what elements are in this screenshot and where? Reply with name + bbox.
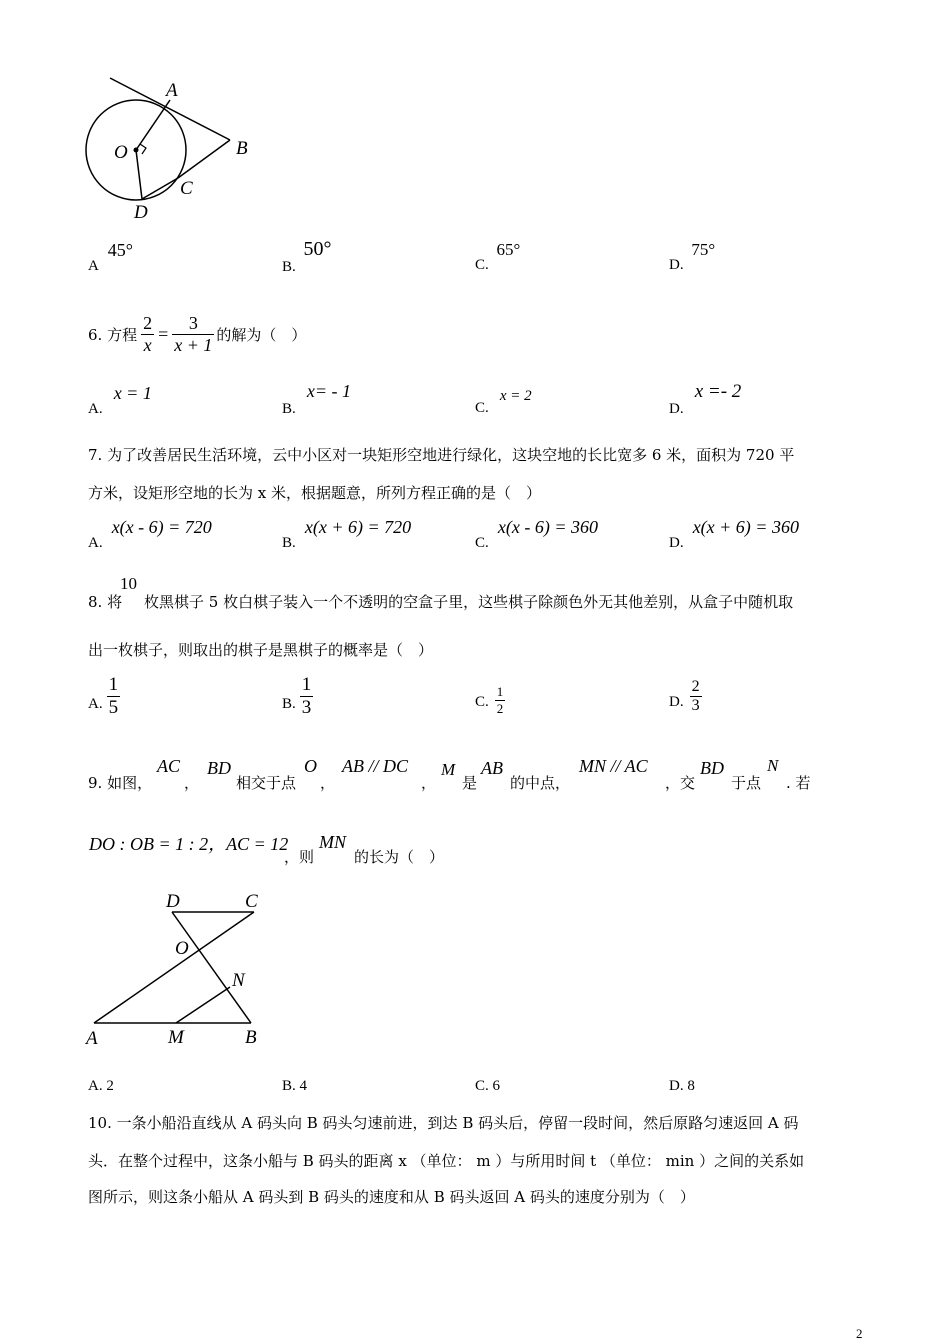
q9-option-letter: A. bbox=[88, 1078, 103, 1094]
q5-option-c bbox=[475, 240, 521, 273]
q6-rhs-num: 3 bbox=[172, 313, 214, 335]
q5-option-letter: A bbox=[88, 258, 99, 274]
q10-line-2: 头．在整个过程中，这条小船与 B 码头的距离 x （单位： m ）与所用时间 t （单位： min ）之间的关系如 bbox=[88, 1152, 805, 1170]
q8-option-den: 3 bbox=[691, 697, 700, 714]
q5-option-value: 45° bbox=[107, 240, 133, 260]
q8-option-fraction bbox=[495, 684, 506, 717]
q9-option-letter: D. bbox=[669, 1078, 684, 1094]
q9-ac: AC bbox=[157, 756, 181, 776]
q6-option-value: x =- 2 bbox=[694, 381, 742, 402]
q6-option-d bbox=[669, 381, 742, 417]
q6-option-b bbox=[282, 381, 351, 417]
q9-text-midpoint: 的中点， bbox=[510, 774, 571, 792]
q5-option-d bbox=[669, 240, 716, 273]
q8-option-num: 1 bbox=[301, 674, 312, 695]
q7-option-d bbox=[669, 517, 799, 551]
q8-option-letter: C. bbox=[475, 694, 489, 710]
q8-option-a bbox=[88, 674, 120, 719]
q7-option-c bbox=[475, 517, 598, 551]
q8-option-d bbox=[669, 678, 702, 715]
q9-comma-2: ， bbox=[320, 774, 336, 792]
q9-text-intersect: 相交于点 bbox=[236, 774, 297, 792]
q9-mn-parallel-ac: MN // AC bbox=[579, 756, 648, 776]
q9-option-value: 4 bbox=[299, 1078, 308, 1094]
q9-option-b bbox=[282, 1078, 307, 1095]
q9-option-a bbox=[88, 1078, 114, 1095]
q5-option-letter: B. bbox=[282, 259, 296, 275]
q9-intro: 9. 如图， bbox=[88, 774, 153, 792]
q8-count: 10 bbox=[120, 574, 137, 593]
fig2-label-C: C bbox=[245, 891, 258, 912]
q8-line-2: 出一枚棋子，则取出的棋子是黑棋子的概率是（ ） bbox=[88, 641, 434, 659]
fig2-label-N: N bbox=[232, 970, 245, 991]
q6-lhs-den: x bbox=[143, 334, 152, 355]
q6-option-a bbox=[88, 383, 152, 417]
q9-comma-3: ， bbox=[421, 774, 437, 792]
q6-suffix: 的解为（ ） bbox=[216, 325, 307, 344]
fig1-label-O: O bbox=[114, 142, 128, 163]
question-6 bbox=[88, 298, 306, 370]
q9-o: O bbox=[304, 756, 317, 776]
q7-option-value: x(x - 6) = 720 bbox=[111, 517, 212, 537]
q8-option-fraction bbox=[690, 678, 702, 715]
fig1-label-D: D bbox=[134, 202, 148, 223]
q9-option-value: 8 bbox=[687, 1078, 695, 1094]
fig2-label-D: D bbox=[166, 891, 180, 912]
q5-option-letter: C. bbox=[475, 257, 489, 273]
q6-rhs-fraction bbox=[172, 313, 214, 356]
q5-option-value: 75° bbox=[691, 240, 716, 259]
q9-option-letter: B. bbox=[282, 1078, 296, 1094]
q9-text-then: ，则 bbox=[284, 848, 315, 866]
q10-line-1: 10. 一条小船沿直线从 A 码头向 B 码头匀速前进，到达 B 码头后，停留一段时间，然后原路匀速返回 A 码 bbox=[88, 1114, 799, 1132]
q8-prefix: 8. 将 bbox=[88, 593, 123, 611]
q7-option-value: x(x + 6) = 360 bbox=[692, 517, 799, 537]
fig1-label-C: C bbox=[180, 178, 193, 199]
q6-rhs-den: x + 1 bbox=[174, 334, 213, 355]
q6-option-letter: D. bbox=[669, 401, 684, 417]
q9-option-d bbox=[669, 1078, 695, 1095]
q5-option-value: 65° bbox=[496, 240, 521, 259]
q8-option-letter: B. bbox=[282, 696, 296, 712]
q9-ab-parallel-dc: AB // DC bbox=[342, 756, 408, 776]
q7-line-1: 7. 为了改善居民生活环境，云中小区对一块矩形空地进行绿化，这块空地的长比宽多 6 米，面积为 720 平 bbox=[88, 446, 795, 464]
trapezoid-figure bbox=[80, 885, 280, 1055]
q8-option-num: 2 bbox=[691, 678, 700, 695]
q6-option-letter: B. bbox=[282, 401, 296, 417]
circle-tangent-figure bbox=[80, 70, 270, 230]
q5-option-value: 50° bbox=[303, 238, 332, 260]
q9-text-is: 是 bbox=[462, 774, 478, 792]
q8-option-num: 1 bbox=[496, 684, 504, 699]
q6-option-letter: A. bbox=[88, 401, 103, 417]
q8-option-letter: A. bbox=[88, 696, 103, 712]
fig1-label-B: B bbox=[236, 138, 248, 159]
q9-option-c bbox=[475, 1078, 500, 1095]
fig2-label-M: M bbox=[168, 1027, 184, 1048]
q8-option-num: 1 bbox=[108, 674, 119, 695]
fig2-label-O: O bbox=[175, 938, 189, 959]
q8-option-b bbox=[282, 674, 313, 719]
q9-ab: AB bbox=[481, 758, 503, 778]
q8-line-1-rest: 枚黑棋子 5 枚白棋子装入一个不透明的空盒子里，这些棋子除颜色外无其他差别，从盒子中随机取 bbox=[144, 593, 794, 611]
q9-text-at-point: 于点 bbox=[731, 774, 762, 792]
q7-option-value: x(x + 6) = 720 bbox=[304, 517, 412, 537]
q9-text-if: . 若 bbox=[786, 774, 811, 792]
q5-option-letter: D. bbox=[669, 257, 684, 273]
q7-line-2: 方米，设矩形空地的长为 x 米，根据题意，所列方程正确的是（ ） bbox=[88, 484, 541, 502]
q6-prefix: 6. 方程 bbox=[88, 325, 138, 344]
q7-option-a bbox=[88, 517, 212, 551]
q9-mn: MN bbox=[319, 832, 346, 852]
q6-option-value: x = 1 bbox=[113, 383, 152, 403]
q6-option-value: x= - 1 bbox=[306, 381, 351, 401]
q8-option-den: 5 bbox=[108, 697, 119, 718]
q8-option-fraction bbox=[300, 674, 314, 719]
q9-condition: DO : OB = 1 : 2，AC = 12 bbox=[89, 834, 289, 854]
q6-lhs-fraction bbox=[141, 313, 154, 356]
q7-option-b bbox=[282, 517, 412, 551]
q9-bd-2: BD bbox=[700, 758, 724, 778]
q8-option-fraction bbox=[107, 674, 121, 719]
q9-comma-4: ，交 bbox=[665, 774, 696, 792]
q9-option-value: 6 bbox=[492, 1078, 501, 1094]
q9-n: N bbox=[767, 756, 779, 775]
q9-option-value: 2 bbox=[106, 1078, 114, 1094]
q7-option-letter: C. bbox=[475, 535, 489, 551]
q9-bd: BD bbox=[207, 758, 231, 778]
q8-option-letter: D. bbox=[669, 694, 684, 710]
q6-option-value: x = 2 bbox=[499, 388, 532, 404]
q7-option-letter: D. bbox=[669, 535, 684, 551]
page-number: 2 bbox=[856, 1326, 863, 1341]
q9-text-length: 的长为（ ） bbox=[354, 848, 445, 866]
q8-option-den: 2 bbox=[496, 701, 504, 716]
q7-option-value: x(x - 6) = 360 bbox=[497, 517, 598, 537]
q8-option-c bbox=[475, 684, 505, 717]
q10-line-3: 图所示，则这条小船从 A 码头到 B 码头的速度和从 B 码头返回 A 码头的速度分别为（ ） bbox=[88, 1188, 695, 1206]
fig2-label-A: A bbox=[86, 1028, 98, 1049]
q9-option-letter: C. bbox=[475, 1078, 489, 1094]
q6-lhs-num: 2 bbox=[143, 312, 153, 333]
q7-option-letter: A. bbox=[88, 535, 103, 551]
q6-option-c bbox=[475, 385, 532, 416]
fig1-label-A: A bbox=[166, 80, 178, 101]
q8-option-den: 3 bbox=[301, 697, 312, 718]
q5-option-a bbox=[88, 240, 133, 274]
q6-option-letter: C. bbox=[475, 400, 489, 416]
q6-equals: = bbox=[158, 323, 169, 344]
fig2-label-B: B bbox=[245, 1027, 257, 1048]
q7-option-letter: B. bbox=[282, 535, 296, 551]
q9-m: M bbox=[441, 760, 456, 779]
q5-option-b bbox=[282, 238, 332, 275]
q9-comma-1: ， bbox=[184, 774, 200, 792]
